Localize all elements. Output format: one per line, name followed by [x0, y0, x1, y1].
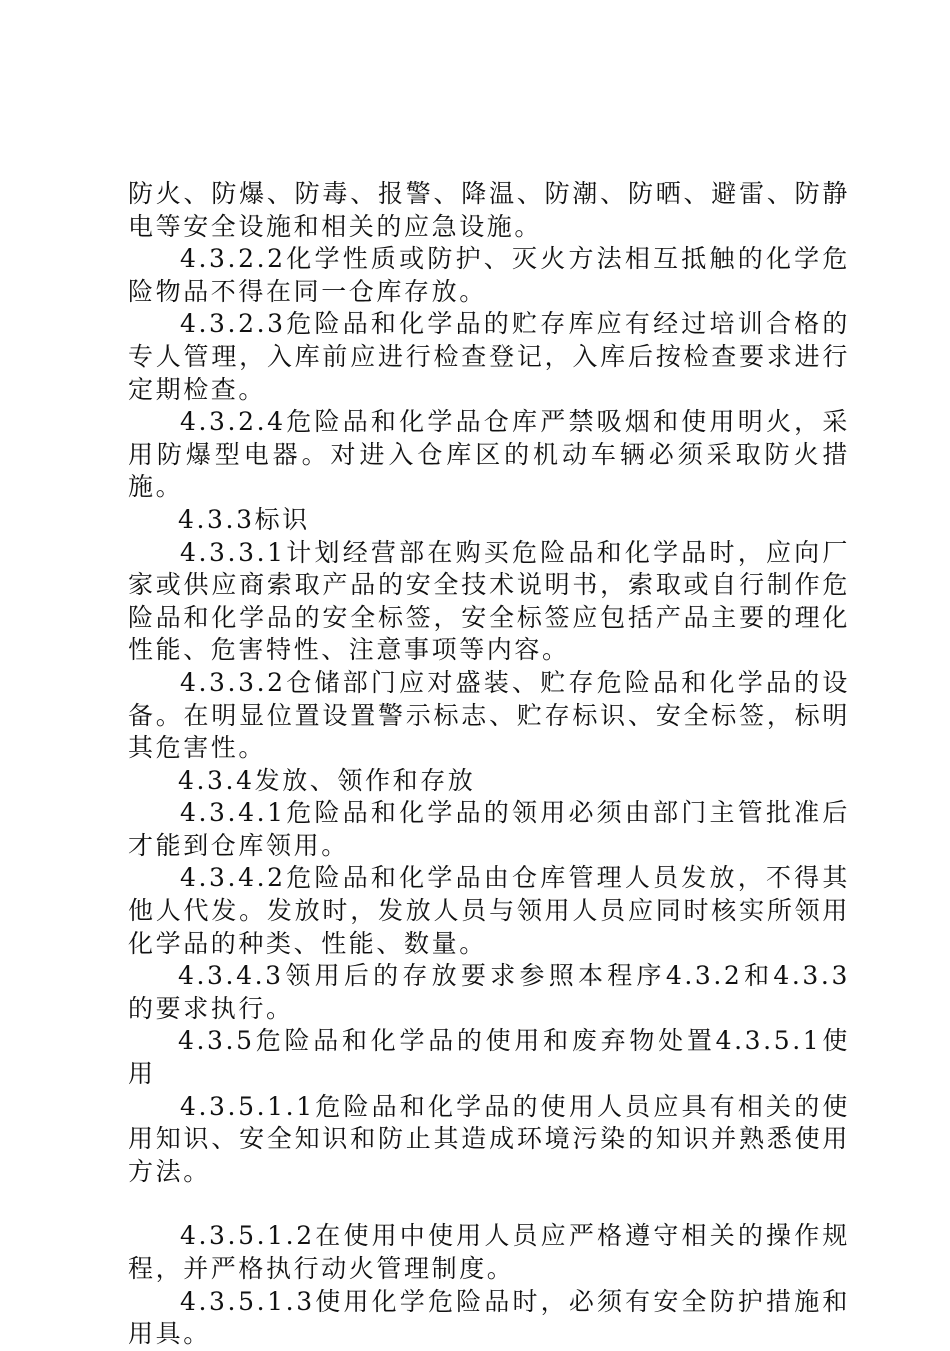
paragraph-spacer [128, 1188, 850, 1220]
paragraph-safety-facilities: 防火、防爆、防毒、报警、降温、防潮、防晒、避雷、防静电等安全设施和相关的应急设施。 [128, 179, 850, 241]
paragraph-4-3-5-1-1: 4.3.5.1.1危险品和化学品的使用人员应具有相关的使用知识、安全知识和防止其造成环境污染的知识并熟悉使用方法。 [128, 1091, 850, 1186]
paragraph-4-3-5-1-2: 4.3.5.1.2在使用中使用人员应严格遵守相关的操作规程，并严格执行动火管理制度。 [128, 1221, 850, 1283]
heading-4-3-5: 4.3.5危险品和化学品的使用和废弃物处置4.3.5.1使用 [128, 1026, 850, 1089]
paragraph-4-3-4-1: 4.3.4.1危险品和化学品的领用必须由部门主管批准后才能到仓库领用。 [128, 798, 850, 860]
paragraph-4-3-2-2: 4.3.2.2化学性质或防护、灭火方法相互抵触的化学危险物品不得在同一仓库存放。 [128, 244, 850, 306]
paragraph-4-3-5-1-3: 4.3.5.1.3使用化学危险品时，必须有安全防护措施和用具。 [128, 1286, 850, 1349]
heading-4-3-3: 4.3.3标识 [178, 504, 310, 534]
paragraph-4-3-4-3: 4.3.4.3领用后的存放要求参照本程序4.3.2和4.3.3的要求执行。 [128, 961, 850, 1023]
paragraph-4-3-2-3: 4.3.2.3危险品和化学品的贮存库应有经过培训合格的专人管理，入库前应进行检查登记，入库后按检查要求进行定期检查。 [128, 309, 850, 404]
paragraph-4-3-2-4: 4.3.2.4危险品和化学品仓库严禁吸烟和使用明火，采用防爆型电器。对进入仓库区的机动车辆必须采取防火措施。 [128, 407, 850, 502]
paragraph-4-3-3-1: 4.3.3.1计划经营部在购买危险品和化学品时，应向厂家或供应商索取产品的安全技术说明书，索取或自行制作危险品和化学品的安全标签，安全标签应包括产品主要的理化性能、危害特性、注意事项等内容。 [128, 537, 850, 665]
document-body [128, 178, 850, 1351]
paragraph-4-3-3-2: 4.3.3.2仓储部门应对盛装、贮存危险品和化学品的设备。在明显位置设置警示标志、贮存标识、安全标签，标明其危害性。 [128, 667, 850, 763]
paragraph-4-3-4-2: 4.3.4.2危险品和化学品由仓库管理人员发放，不得其他人代发。发放时，发放人员与领用人员应同时核实所领用化学品的种类、性能、数量。 [128, 863, 850, 958]
heading-4-3-4: 4.3.4发放、领作和存放 [178, 765, 476, 795]
